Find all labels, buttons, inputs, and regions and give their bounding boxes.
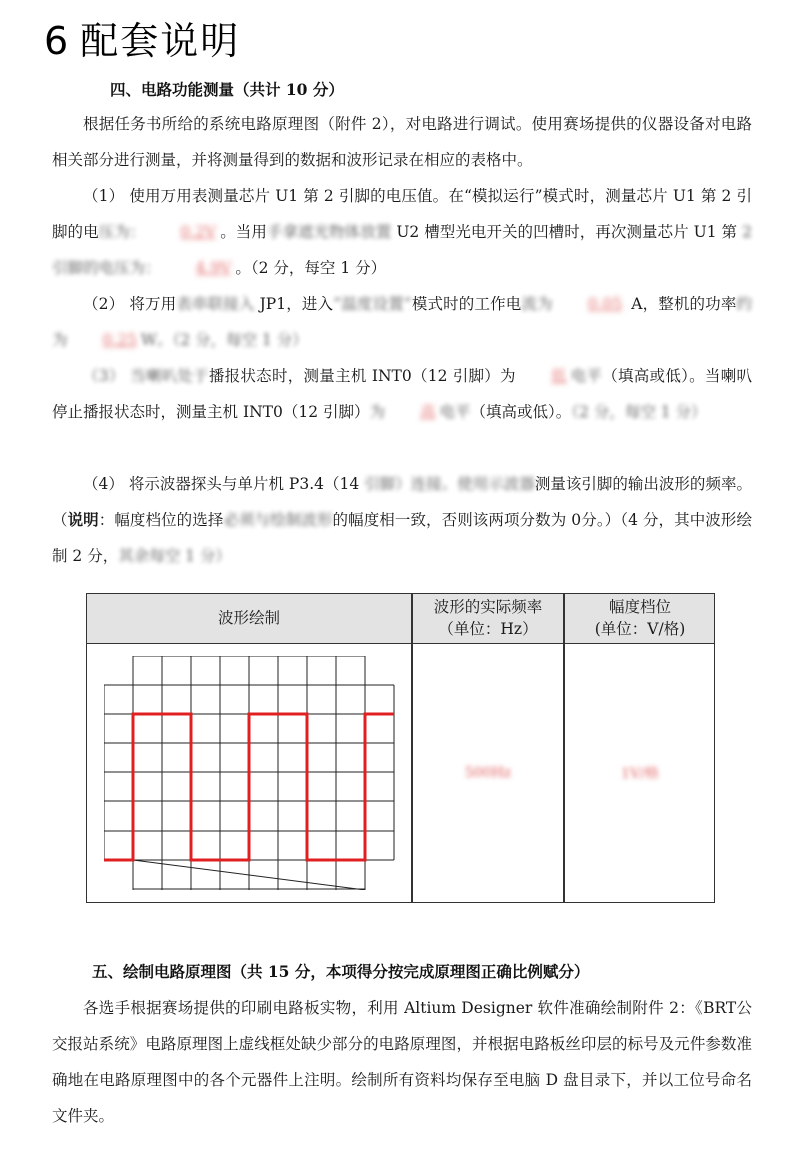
question-1: （1） 使用万用表测量芯片 U1 第 2 引脚的电压值。在“模拟运行”模式时，测量芯片 U1 第 2 引脚的电压为： 0.2V 。当用手拿遮光物体放置 U2 槽型光电开关的凹槽时，再次测量芯片 U1 第 2 引脚的电压为： 4.9V 。（2 分，每空 1 分） (52, 178, 752, 286)
answer-q3-2: 高 (420, 403, 436, 421)
question-2: （2） 将万用表串联接入 JP1，进入“温度设置”模式时的工作电流为 0.05 A，整机的功率约为 0.25 W。（2 分，每空 1 分） (52, 286, 752, 358)
header-waveform: 波形绘制 (217, 609, 280, 627)
header-amplitude: 幅度档位 (单位：V/格) (594, 598, 686, 638)
question-4: （4） 将示波器探头与单片机 P3.4（14 引脚）连接。使用示波器测量该引脚的输出波形的频率。（说明：幅度档位的选择必须与绘制波形的幅度相一致，否则该两项分数为 0分。）（4 分，其中波形绘制 2 分，其余每空 1 分） (52, 475, 752, 565)
oscilloscope-grid (104, 656, 396, 890)
answer-q1-2: 4.9V (195, 259, 232, 277)
measurement-table (86, 593, 715, 903)
answer-q2-2: 0.25 (102, 331, 138, 349)
answer-q2-1: 0.05 (587, 295, 623, 313)
note-label: 说明 (67, 510, 99, 529)
amplitude-value: 1V/格 (621, 766, 659, 782)
question-3: （3） 当喇叭处于播报状态时，测量主机 INT0（12 引脚）为 低 电平（填高或低）。当喇叭停止播报状态时，测量主机 INT0（12 引脚）为 高 电平（填高或低）。（2 分，每空 1 分） (52, 358, 752, 430)
answer-q3-1: 低 (550, 367, 567, 385)
section5-heading: 五、绘制电路原理图（共 15 分，本项得分按完成原理图正确比例赋分） (92, 962, 590, 981)
section5-paragraph: 各选手根据赛场提供的印刷电路板实物，利用 Altium Designer 软件准确绘制附件 2：《BRT公交报站系统》电路原理图上虚线框处缺少部分的电路原理图，并根据电路板丝印层的标号及元件参数准确地在电路原理图中的各个元器件上注明。绘制所有资料均保存至电脑 D 盘目录下，并以工位号命名文件夹。 (52, 999, 752, 1125)
page-title (44, 10, 240, 65)
section4-heading: 四、电路功能测量（共计 10 分） (110, 80, 344, 99)
header-frequency: 波形的实际频率 （单位：Hz） (433, 598, 543, 638)
page-title-number: 6 (44, 19, 71, 63)
answer-q1-1: 0.2V (180, 223, 217, 241)
page-title-text: 配套说明 (80, 19, 241, 63)
square-wave (104, 714, 394, 860)
section4-intro: 根据任务书所给的系统电路原理图（附件 2），对电路进行调试。使用赛场提供的仪器设备对电路相关部分进行测量，并将测量得到的数据和波形记录在相应的表格中。 (52, 115, 752, 169)
frequency-value: 500Hz (464, 765, 512, 781)
